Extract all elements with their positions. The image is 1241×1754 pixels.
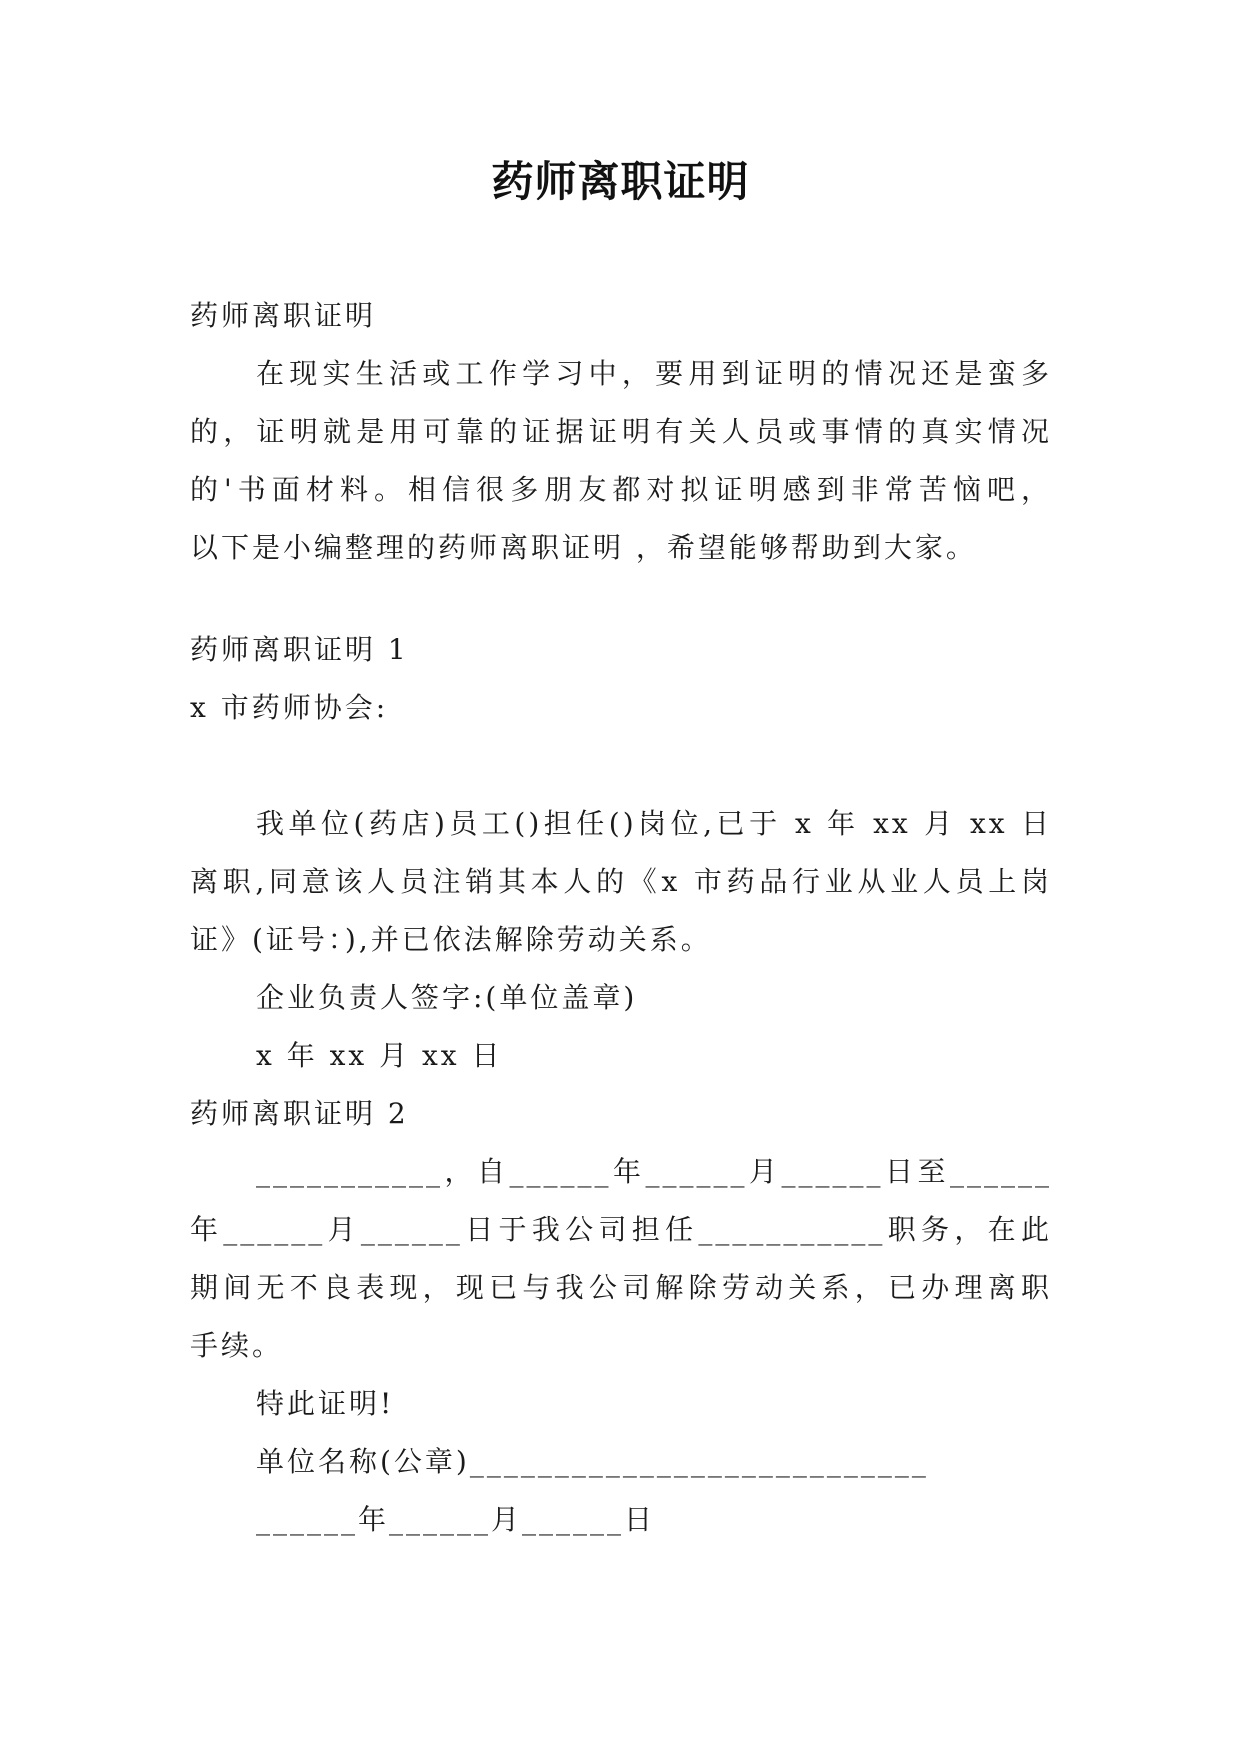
section2-closing: 特此证明! [256, 1387, 395, 1420]
section2-heading: 药师离职证明 2 [190, 1097, 409, 1130]
section1-date: x 年 xx 月 xx 日 [256, 1039, 503, 1072]
section1-paragraph-line: 离职,同意该人员注销其本人的《x 市药品行业从业人员上岗 [190, 865, 1052, 898]
section2-paragraph-line: 手续。 [190, 1329, 284, 1362]
section1-addressee: x 市药师协会: [190, 691, 389, 724]
section2-unit-name: 单位名称(公章)___________________________ [256, 1445, 929, 1478]
intro-paragraph-line: 在现实生活或工作学习中，要用到证明的情况还是蛮多 [256, 357, 1052, 390]
section2-paragraph-line: 年______月______日于我公司担任___________职务，在此 [190, 1213, 1052, 1246]
intro-paragraph-line: 的'书面材料。相信很多朋友都对拟证明感到非常苦恼吧， [190, 473, 1052, 506]
section2-paragraph-line: 期间无不良表现，现已与我公司解除劳动关系，已办理离职 [190, 1271, 1052, 1304]
section2-date: ______年______月______日 [256, 1503, 656, 1536]
spacer [190, 737, 1052, 795]
section1-paragraph-line: 我单位(药店)员工()担任()岗位,已于 x 年 xx 月 xx 日 [256, 807, 1052, 840]
section2-paragraph-line: ___________，自______年______月______日至______ [256, 1155, 1052, 1188]
intro-paragraph-line: 以下是小编整理的药师离职证明 ，希望能够帮助到大家。 [190, 531, 977, 564]
document-title: 药师离职证明 [491, 157, 750, 206]
section1-paragraph-line: 证》(证号：),并已依法解除劳动关系。 [190, 923, 712, 956]
intro-paragraph-line: 的，证明就是用可靠的证据证明有关人员或事情的真实情况 [190, 415, 1052, 448]
section1-signature: 企业负责人签字:(单位盖章) [256, 981, 638, 1014]
section1-heading: 药师离职证明 1 [190, 633, 409, 666]
spacer [190, 577, 1052, 621]
document-body [190, 287, 1052, 1549]
intro-heading: 药师离职证明 [190, 299, 377, 332]
